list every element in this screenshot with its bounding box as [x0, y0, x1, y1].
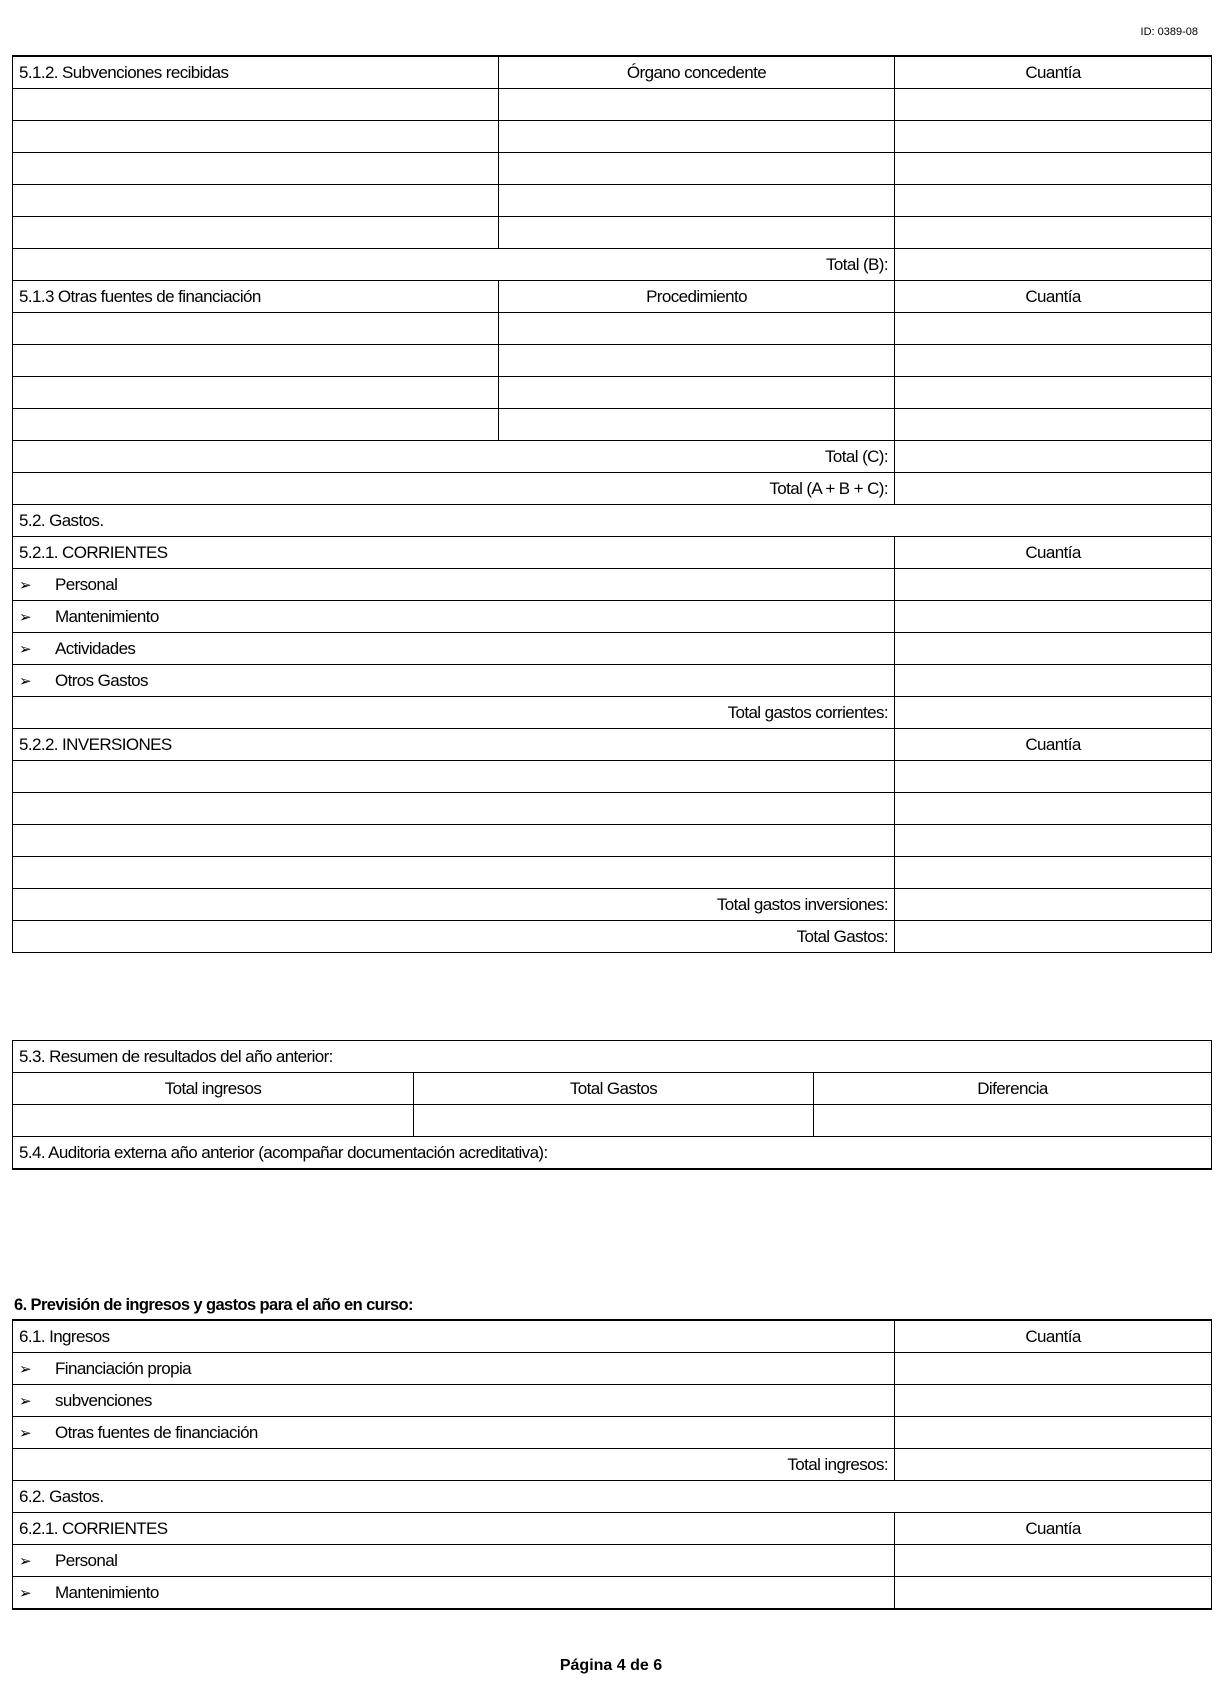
gasto-item-personal	[13, 1545, 895, 1577]
cuantia-field[interactable]	[895, 857, 1212, 889]
section-6-table	[12, 1319, 1212, 1610]
arrow-bullet-icon: ➢	[19, 672, 31, 690]
cuantia-header: Cuantía	[895, 1513, 1212, 1545]
total-abc-field[interactable]	[895, 473, 1212, 505]
table-row	[13, 921, 1212, 953]
inversion-field[interactable]	[13, 793, 895, 825]
arrow-bullet-icon: ➢	[19, 1552, 31, 1570]
cuantia-field[interactable]	[895, 1353, 1212, 1385]
arrow-bullet-icon: ➢	[19, 640, 31, 658]
fuente-field[interactable]	[13, 313, 499, 345]
table-row	[13, 1041, 1212, 1073]
total-ingresos-field[interactable]	[13, 1105, 414, 1137]
subvencion-field[interactable]	[13, 217, 499, 249]
table-row	[13, 793, 1212, 825]
procedimiento-field[interactable]	[499, 345, 895, 377]
table-row	[13, 1449, 1212, 1481]
cuantia-field[interactable]	[895, 569, 1212, 601]
fuente-field[interactable]	[13, 345, 499, 377]
item-label: Personal	[55, 1550, 118, 1570]
procedimiento-header: Procedimiento	[499, 281, 895, 313]
cuantia-field[interactable]	[895, 185, 1212, 217]
cuantia-field[interactable]	[895, 313, 1212, 345]
table-row	[13, 345, 1212, 377]
table-row	[13, 825, 1212, 857]
cuantia-field[interactable]	[895, 761, 1212, 793]
gasto-item-mantenimiento	[13, 601, 895, 633]
item-label: Otros Gastos	[55, 670, 148, 690]
subvencion-field[interactable]	[13, 121, 499, 153]
cuantia-header: Cuantía	[895, 537, 1212, 569]
document-id: ID: 0389-08	[1140, 26, 1198, 38]
total-c-field[interactable]	[895, 441, 1212, 473]
table-row	[13, 313, 1212, 345]
procedimiento-field[interactable]	[499, 377, 895, 409]
inversion-field[interactable]	[13, 825, 895, 857]
organo-field[interactable]	[499, 217, 895, 249]
gasto-item-actividades	[13, 633, 895, 665]
table-row	[13, 89, 1212, 121]
table-row	[13, 281, 1212, 313]
arrow-bullet-icon: ➢	[19, 608, 31, 626]
total-inversiones-label: Total gastos inversiones:	[13, 889, 895, 921]
table-row	[13, 377, 1212, 409]
section-6-title: 6. Previsión de ingresos y gastos para el año en curso:	[14, 1296, 413, 1314]
table-row	[13, 537, 1212, 569]
ingreso-item-otras-fuentes	[13, 1417, 895, 1449]
gasto-item-otros	[13, 665, 895, 697]
table-row	[13, 569, 1212, 601]
table-row	[13, 729, 1212, 761]
table-row	[13, 633, 1212, 665]
cuantia-field[interactable]	[895, 1385, 1212, 1417]
table-row	[13, 153, 1212, 185]
table-row	[13, 1353, 1212, 1385]
table-row	[13, 56, 1212, 89]
cuantia-field[interactable]	[895, 1577, 1212, 1610]
total-ingresos-field[interactable]	[895, 1449, 1212, 1481]
table-row	[13, 409, 1212, 441]
procedimiento-field[interactable]	[499, 409, 895, 441]
inversion-field[interactable]	[13, 761, 895, 793]
item-label: Otras fuentes de financiación	[55, 1422, 258, 1442]
cuantia-field[interactable]	[895, 89, 1212, 121]
total-corrientes-field[interactable]	[895, 697, 1212, 729]
cuantia-field[interactable]	[895, 601, 1212, 633]
table-row	[13, 1545, 1212, 1577]
cuantia-header: Cuantía	[895, 729, 1212, 761]
diferencia-field[interactable]	[814, 1105, 1212, 1137]
section-5-3-table	[12, 1040, 1212, 1170]
total-gastos-field[interactable]	[414, 1105, 814, 1137]
inversion-field[interactable]	[13, 857, 895, 889]
gastos-section-title: 6.2. Gastos.	[13, 1481, 1212, 1513]
ingresos-header: 6.1. Ingresos	[13, 1320, 895, 1353]
resumen-title: 5.3. Resumen de resultados del año anterior:	[13, 1041, 1212, 1073]
ingreso-item-subvenciones	[13, 1385, 895, 1417]
total-gastos-header: Total Gastos	[414, 1073, 814, 1105]
cuantia-field[interactable]	[895, 633, 1212, 665]
inversiones-header: 5.2.2. INVERSIONES	[13, 729, 895, 761]
cuantia-header: Cuantía	[895, 1320, 1212, 1353]
table-row	[13, 505, 1212, 537]
gastos-section-title: 5.2. Gastos.	[13, 505, 1212, 537]
cuantia-header: Cuantía	[895, 56, 1212, 89]
arrow-bullet-icon: ➢	[19, 576, 31, 594]
item-label: subvenciones	[55, 1390, 152, 1410]
table-row	[13, 1073, 1212, 1105]
cuantia-field[interactable]	[895, 409, 1212, 441]
procedimiento-field[interactable]	[499, 313, 895, 345]
table-row	[13, 473, 1212, 505]
corrientes-header: 5.2.1. CORRIENTES	[13, 537, 895, 569]
item-label: Actividades	[55, 638, 136, 658]
fuente-field[interactable]	[13, 377, 499, 409]
table-row	[13, 1385, 1212, 1417]
cuantia-field[interactable]	[895, 217, 1212, 249]
organo-field[interactable]	[499, 89, 895, 121]
total-gastos-field[interactable]	[895, 921, 1212, 953]
total-ingresos-header: Total ingresos	[13, 1073, 414, 1105]
organo-concedente-header: Órgano concedente	[499, 56, 895, 89]
organo-field[interactable]	[499, 185, 895, 217]
table-row	[13, 1577, 1212, 1610]
cuantia-field[interactable]	[895, 825, 1212, 857]
subvenciones-header: 5.1.2. Subvenciones recibidas	[13, 56, 499, 89]
arrow-bullet-icon: ➢	[19, 1584, 31, 1602]
auditoria-label: 5.4. Auditoria externa año anterior (acompañar documentación acreditativa):	[19, 1142, 548, 1162]
item-label: Personal	[55, 574, 118, 594]
table-row	[13, 761, 1212, 793]
auditoria-field[interactable]	[13, 1137, 1212, 1170]
section-5-1-table	[12, 55, 1212, 953]
otras-fuentes-header: 5.1.3 Otras fuentes de financiación	[13, 281, 499, 313]
table-row	[13, 217, 1212, 249]
item-label: Mantenimiento	[55, 606, 159, 626]
table-row	[13, 889, 1212, 921]
table-row	[13, 121, 1212, 153]
total-gastos-label: Total Gastos:	[13, 921, 895, 953]
total-corrientes-label: Total gastos corrientes:	[13, 697, 895, 729]
total-b-field[interactable]	[895, 249, 1212, 281]
subvencion-field[interactable]	[13, 185, 499, 217]
table-row	[13, 1481, 1212, 1513]
table-row	[13, 601, 1212, 633]
fuente-field[interactable]	[13, 409, 499, 441]
arrow-bullet-icon: ➢	[19, 1424, 31, 1442]
cuantia-header: Cuantía	[895, 281, 1212, 313]
total-ingresos-label: Total ingresos:	[13, 1449, 895, 1481]
table-row	[13, 441, 1212, 473]
subvencion-field[interactable]	[13, 153, 499, 185]
cuantia-field[interactable]	[895, 121, 1212, 153]
arrow-bullet-icon: ➢	[19, 1392, 31, 1410]
cuantia-field[interactable]	[895, 1417, 1212, 1449]
gasto-item-personal	[13, 569, 895, 601]
cuantia-field[interactable]	[895, 345, 1212, 377]
diferencia-header: Diferencia	[814, 1073, 1212, 1105]
table-row	[13, 1320, 1212, 1353]
table-row	[13, 1105, 1212, 1137]
table-row	[13, 1137, 1212, 1170]
ingreso-item-financiacion-propia	[13, 1353, 895, 1385]
corrientes-header: 6.2.1. CORRIENTES	[13, 1513, 895, 1545]
organo-field[interactable]	[499, 153, 895, 185]
table-row	[13, 249, 1212, 281]
total-b-label: Total (B):	[13, 249, 895, 281]
total-c-label: Total (C):	[13, 441, 895, 473]
table-row	[13, 185, 1212, 217]
cuantia-field[interactable]	[895, 665, 1212, 697]
table-row	[13, 1513, 1212, 1545]
page-number: Página 4 de 6	[559, 1657, 663, 1674]
item-label: Financiación propia	[55, 1358, 192, 1378]
cuantia-field[interactable]	[895, 377, 1212, 409]
total-inversiones-field[interactable]	[895, 889, 1212, 921]
table-row	[13, 665, 1212, 697]
table-row	[13, 1417, 1212, 1449]
arrow-bullet-icon: ➢	[19, 1360, 31, 1378]
item-label: Mantenimiento	[55, 1582, 159, 1602]
total-abc-label: Total (A + B + C):	[13, 473, 895, 505]
table-row	[13, 697, 1212, 729]
cuantia-field[interactable]	[895, 153, 1212, 185]
organo-field[interactable]	[499, 121, 895, 153]
subvencion-field[interactable]	[13, 89, 499, 121]
cuantia-field[interactable]	[895, 1545, 1212, 1577]
cuantia-field[interactable]	[895, 793, 1212, 825]
table-row	[13, 857, 1212, 889]
gasto-item-mantenimiento	[13, 1577, 895, 1610]
